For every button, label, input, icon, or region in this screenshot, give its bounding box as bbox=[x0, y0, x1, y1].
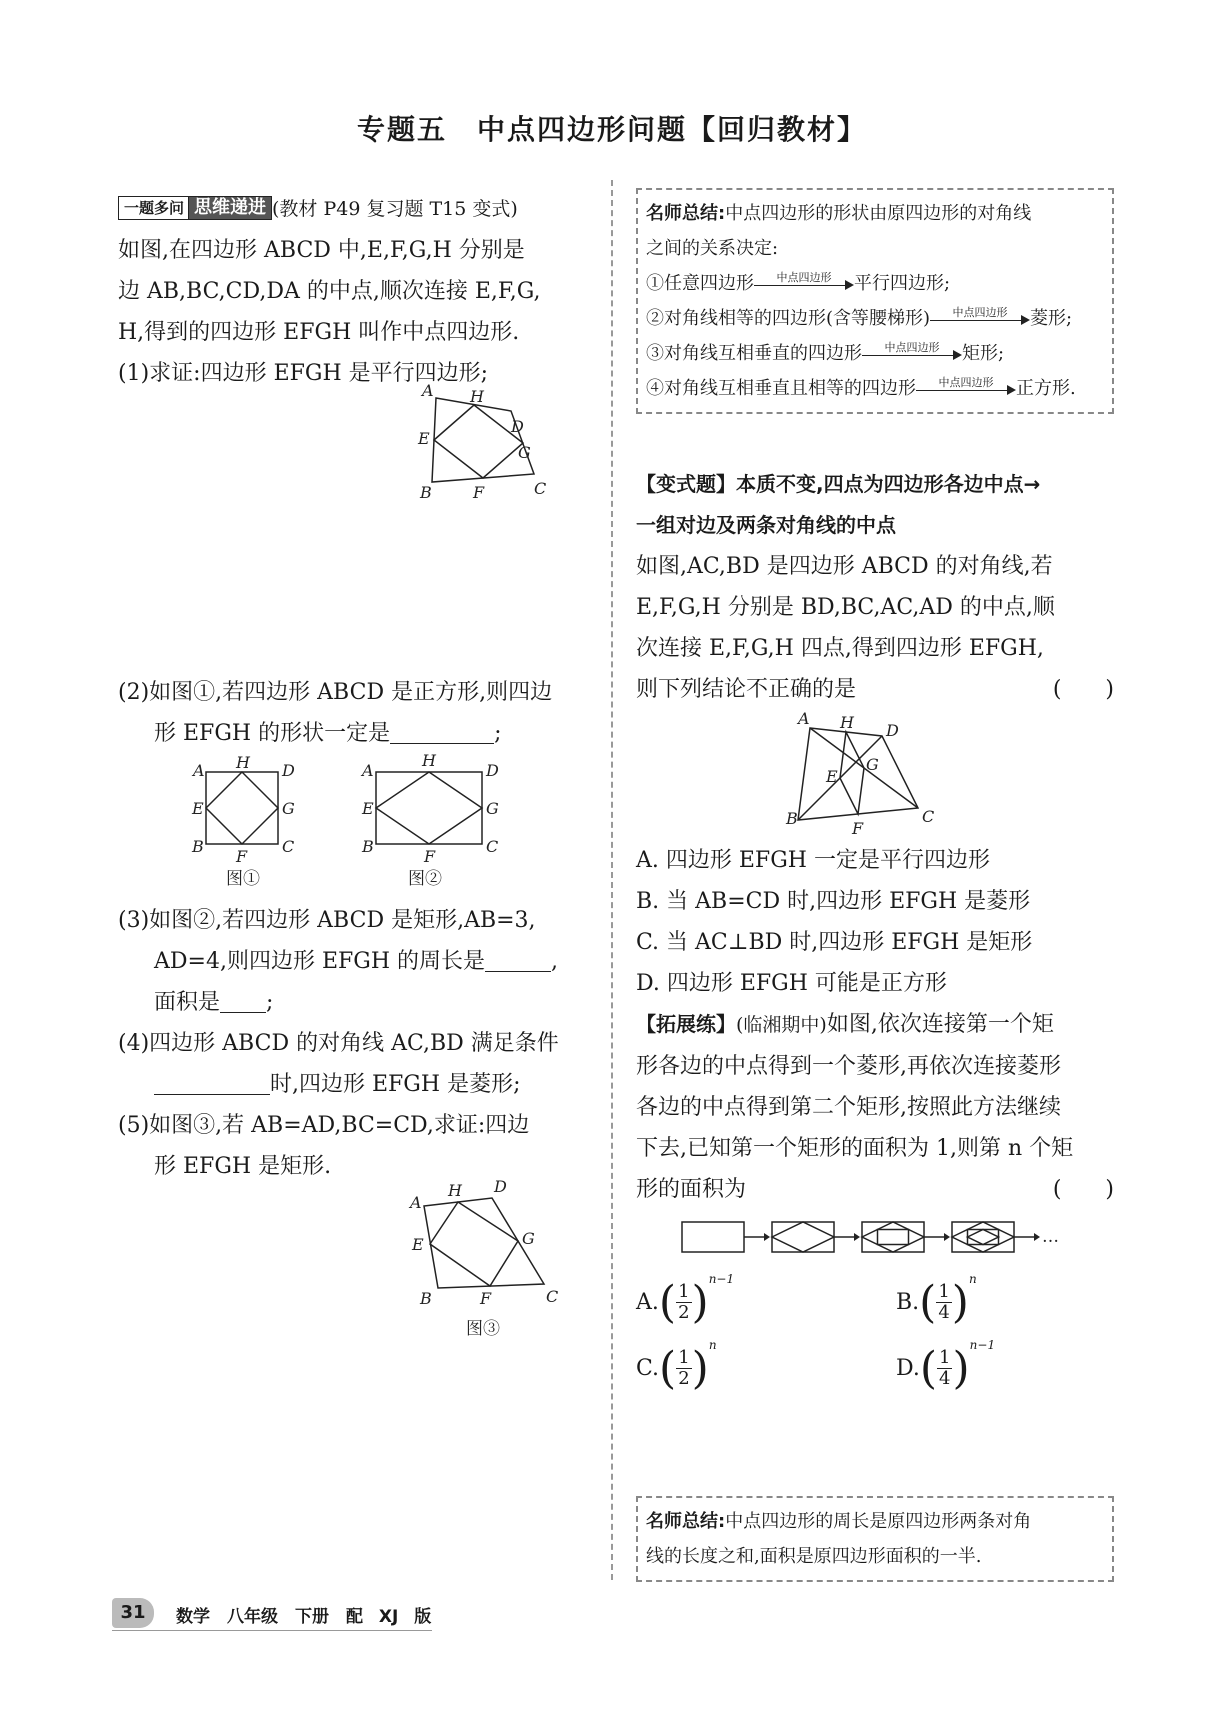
point-label: C bbox=[546, 1287, 559, 1306]
question-4-line bbox=[118, 1064, 559, 1105]
arrow-label: 中点四边形 bbox=[776, 271, 832, 284]
page-number: 31 bbox=[112, 1598, 154, 1628]
question-2-line: (2)如图①,若四边形 ABCD 是正方形,则四边 bbox=[118, 680, 553, 705]
arrow-label: 中点四边形 bbox=[884, 341, 940, 354]
question-5-line: 形 EFGH 是矩形. bbox=[154, 1154, 332, 1179]
figures-square-rectangle bbox=[188, 751, 528, 894]
fraction-numerator: 1 bbox=[938, 1281, 950, 1302]
point-label: E bbox=[412, 1235, 424, 1254]
point-label: G bbox=[518, 443, 531, 462]
question-2 bbox=[118, 672, 552, 754]
point-label: C bbox=[534, 479, 547, 498]
page-title: 专题五 中点四边形问题【回归教材】 bbox=[356, 113, 867, 146]
point-label: G bbox=[282, 799, 295, 818]
ellipsis: … bbox=[1042, 1227, 1059, 1247]
point-label: E bbox=[192, 799, 204, 818]
arrow-label: 中点四边形 bbox=[952, 306, 1008, 319]
summary-rule-4 bbox=[646, 371, 1104, 406]
arrow-icon bbox=[754, 271, 854, 294]
point-label: E bbox=[362, 799, 374, 818]
point-label: B bbox=[786, 809, 798, 828]
summary-box-2 bbox=[636, 1496, 1114, 1582]
point-label: F bbox=[236, 847, 248, 866]
figure-kite-quadrilateral bbox=[410, 1178, 570, 1338]
extension-line bbox=[636, 1169, 1114, 1210]
option-b[interactable]: B. 当 AB=CD 时,四边形 EFGH 是菱形 bbox=[636, 889, 1031, 914]
extension-text: 如图,依次连接第一个矩 bbox=[826, 1012, 1054, 1037]
point-label: D bbox=[511, 417, 524, 436]
left-column bbox=[118, 188, 598, 1339]
rule-to: 矩形; bbox=[962, 343, 1005, 364]
point-label: A bbox=[362, 761, 374, 780]
summary-rule-3 bbox=[646, 336, 1104, 371]
exponent: n−1 bbox=[969, 1338, 996, 1352]
rule-from: ③对角线互相垂直的四边形 bbox=[646, 343, 862, 364]
point-label: B bbox=[420, 1289, 432, 1308]
answer-blank[interactable] bbox=[154, 1068, 270, 1095]
point-label: D bbox=[886, 721, 899, 740]
answer-blank[interactable] bbox=[390, 717, 494, 744]
arrow-icon bbox=[862, 341, 962, 364]
question-text: AD=4,则四边形 EFGH 的周长是 bbox=[154, 949, 486, 974]
summary-text: 中点四边形的形状由原四边形的对角线 bbox=[725, 203, 1032, 224]
column-divider bbox=[611, 180, 613, 1580]
fraction-numerator: 1 bbox=[678, 1281, 690, 1302]
point-label: H bbox=[840, 713, 854, 732]
question-3-line: (3)如图②,若四边形 ABCD 是矩形,AB=3, bbox=[118, 908, 536, 933]
choice-d[interactable]: D.( $\frac{1}{4}$ )$^{n-1}$ bbox=[896, 1338, 996, 1394]
question-2-line bbox=[118, 713, 552, 754]
question-4-line: (4)四边形 ABCD 的对角线 AC,BD 满足条件 bbox=[118, 1031, 559, 1056]
intro-line: 边 AB,BC,CD,DA 的中点,顺次连接 E,F,G, bbox=[118, 279, 541, 304]
question-text: 时,四边形 EFGH 是菱形; bbox=[270, 1072, 521, 1097]
point-label: H bbox=[470, 387, 484, 406]
choice-a[interactable]: A.( $\frac{1}{2}$ )$^{n-1}$ bbox=[636, 1272, 735, 1328]
summary-box-1 bbox=[636, 188, 1114, 414]
right-column bbox=[636, 188, 1114, 1567]
fraction-denominator: 2 bbox=[678, 1302, 690, 1323]
problem-source: (教材 P49 复习题 T15 变式) bbox=[272, 198, 518, 220]
summary-text: 中点四边形的周长是原四边形两条对角 bbox=[725, 1511, 1032, 1532]
point-label: A bbox=[410, 1193, 422, 1212]
point-label: F bbox=[852, 819, 864, 838]
figure-variant bbox=[786, 709, 946, 838]
point-label: C bbox=[282, 837, 295, 856]
point-label: H bbox=[422, 751, 436, 770]
point-label: G bbox=[522, 1229, 535, 1248]
point-label: D bbox=[282, 761, 295, 780]
arrow-icon bbox=[916, 376, 1016, 399]
choice-b[interactable]: B.( $\frac{1}{4}$ )$^n$ bbox=[896, 1272, 977, 1328]
answer-paren[interactable]: ( ) bbox=[1052, 1177, 1114, 1202]
point-label: C bbox=[486, 837, 499, 856]
point-label: G bbox=[486, 799, 499, 818]
summary-line: 之间的关系决定: bbox=[646, 238, 779, 259]
exponent: n−1 bbox=[708, 1272, 735, 1286]
fraction-denominator: 4 bbox=[939, 1368, 951, 1389]
fraction-denominator: 4 bbox=[938, 1302, 950, 1323]
choice-label: D. bbox=[896, 1356, 920, 1381]
variant-title: 一组对边及两条对角线的中点 bbox=[636, 513, 896, 537]
rule-from: ④对角线互相垂直且相等的四边形 bbox=[646, 378, 916, 399]
variant-line: 如图,AC,BD 是四边形 ABCD 的对角线,若 bbox=[636, 554, 1053, 579]
rule-to: 正方形. bbox=[1016, 378, 1076, 399]
punct: ; bbox=[266, 990, 274, 1015]
summary-rule-1 bbox=[646, 266, 1104, 301]
footer-rule bbox=[112, 1630, 432, 1631]
rule-from: ①任意四边形 bbox=[646, 273, 754, 294]
option-a[interactable]: A. 四边形 EFGH 一定是平行四边形 bbox=[636, 848, 990, 873]
choice-c[interactable]: C.( $\frac{1}{2}$ )$^n$ bbox=[636, 1338, 717, 1394]
point-label: B bbox=[192, 837, 204, 856]
answer-paren[interactable]: ( ) bbox=[1052, 677, 1114, 702]
point-label: C bbox=[922, 807, 935, 826]
point-label: B bbox=[420, 483, 432, 502]
point-label: A bbox=[422, 381, 434, 400]
punct: ; bbox=[494, 721, 502, 746]
fraction-numerator: 1 bbox=[678, 1347, 690, 1368]
point-label: E bbox=[418, 429, 430, 448]
summary-line: 线的长度之和,面积是原四边形面积的一半. bbox=[646, 1546, 982, 1567]
point-label: H bbox=[448, 1181, 462, 1200]
question-3-line bbox=[118, 941, 559, 982]
variant-problem bbox=[636, 464, 1114, 710]
extension-source: (临湘期中) bbox=[736, 1014, 827, 1036]
choice-label: A. bbox=[636, 1290, 659, 1315]
question-1: (1)求证:四边形 EFGH 是平行四边形; bbox=[118, 361, 489, 386]
rule-to: 菱形; bbox=[1030, 308, 1073, 329]
arrow-label: 中点四边形 bbox=[938, 376, 994, 389]
variant-line bbox=[636, 669, 1114, 710]
summary-title: 名师总结: bbox=[646, 203, 726, 224]
summary-title: 名师总结: bbox=[646, 1511, 726, 1532]
point-label: D bbox=[494, 1177, 507, 1196]
point-label: H bbox=[236, 753, 250, 772]
figure-caption: 图① bbox=[226, 869, 260, 889]
option-c[interactable]: C. 当 AC⊥BD 时,四边形 EFGH 是矩形 bbox=[636, 930, 1033, 955]
point-label: A bbox=[798, 709, 810, 728]
point-label: F bbox=[480, 1289, 492, 1308]
variant-title: 【变式题】本质不变,四点为四边形各边中点→ bbox=[636, 472, 1041, 496]
intro-line: H,得到的四边形 EFGH 叫作中点四边形. bbox=[118, 320, 520, 345]
point-label: B bbox=[362, 837, 374, 856]
tag-progressive: 思维递进 bbox=[188, 196, 272, 220]
exponent: n bbox=[968, 1272, 977, 1286]
summary-line bbox=[646, 1504, 1104, 1539]
question-3 bbox=[118, 900, 559, 1187]
intro-line: 如图,在四边形 ABCD 中,E,F,G,H 分别是 bbox=[118, 238, 525, 263]
fraction-denominator: 2 bbox=[678, 1368, 690, 1389]
answer-blank[interactable] bbox=[485, 945, 551, 972]
extension-line: 下去,已知第一个矩形的面积为 1,则第 n 个矩 bbox=[636, 1136, 1074, 1161]
choice-label: C. bbox=[636, 1356, 660, 1381]
variant-options bbox=[636, 840, 1114, 1210]
option-d[interactable]: D. 四边形 EFGH 可能是正方形 bbox=[636, 971, 947, 996]
point-label: E bbox=[826, 767, 838, 786]
extension-line bbox=[636, 1004, 1114, 1046]
arrow-icon bbox=[930, 306, 1030, 329]
variant-line: 次连接 E,F,G,H 四点,得到四边形 EFGH, bbox=[636, 636, 1044, 661]
exponent: n bbox=[708, 1338, 717, 1352]
extension-text: 形的面积为 bbox=[636, 1177, 747, 1202]
variant-text: 则下列结论不正确的是 bbox=[636, 677, 857, 702]
punct: , bbox=[551, 949, 559, 974]
extension-line: 各边的中点得到第二个矩形,按照此方法继续 bbox=[636, 1095, 1061, 1120]
point-label: D bbox=[486, 761, 499, 780]
rule-to: 平行四边形; bbox=[854, 273, 951, 294]
question-3-line bbox=[118, 982, 559, 1023]
footer-text: 数学 八年级 下册 配 XJ 版 bbox=[176, 1607, 432, 1627]
answer-blank[interactable] bbox=[220, 986, 266, 1013]
figure-caption: 图③ bbox=[466, 1319, 500, 1339]
point-label: F bbox=[473, 483, 485, 502]
problem-header bbox=[118, 188, 598, 230]
question-5-line: (5)如图③,若 AB=AD,BC=CD,求证:四边 bbox=[118, 1113, 530, 1138]
choice-label: B. bbox=[896, 1290, 920, 1315]
variant-line: E,F,G,H 分别是 BD,BC,AC,AD 的中点,顺 bbox=[636, 595, 1055, 620]
question-text: 面积是 bbox=[154, 990, 221, 1015]
rule-from: ②对角线相等的四边形(含等腰梯形) bbox=[646, 308, 931, 329]
tag-multi-question: 一题多问 bbox=[118, 196, 190, 220]
point-label: F bbox=[424, 847, 436, 866]
point-label: G bbox=[866, 755, 879, 774]
fraction-numerator: 1 bbox=[939, 1347, 951, 1368]
figure-nested-rectangles bbox=[680, 1218, 1060, 1258]
question-text: 形 EFGH 的形状一定是 bbox=[154, 721, 391, 746]
summary-line bbox=[646, 196, 1104, 231]
point-label: A bbox=[193, 761, 205, 780]
figure-caption: 图② bbox=[408, 869, 442, 889]
extension-line: 形各边的中点得到一个菱形,再依次连接菱形 bbox=[636, 1054, 1061, 1079]
extension-title: 【拓展练】 bbox=[636, 1012, 736, 1036]
figure-general-quadrilateral bbox=[418, 381, 578, 516]
